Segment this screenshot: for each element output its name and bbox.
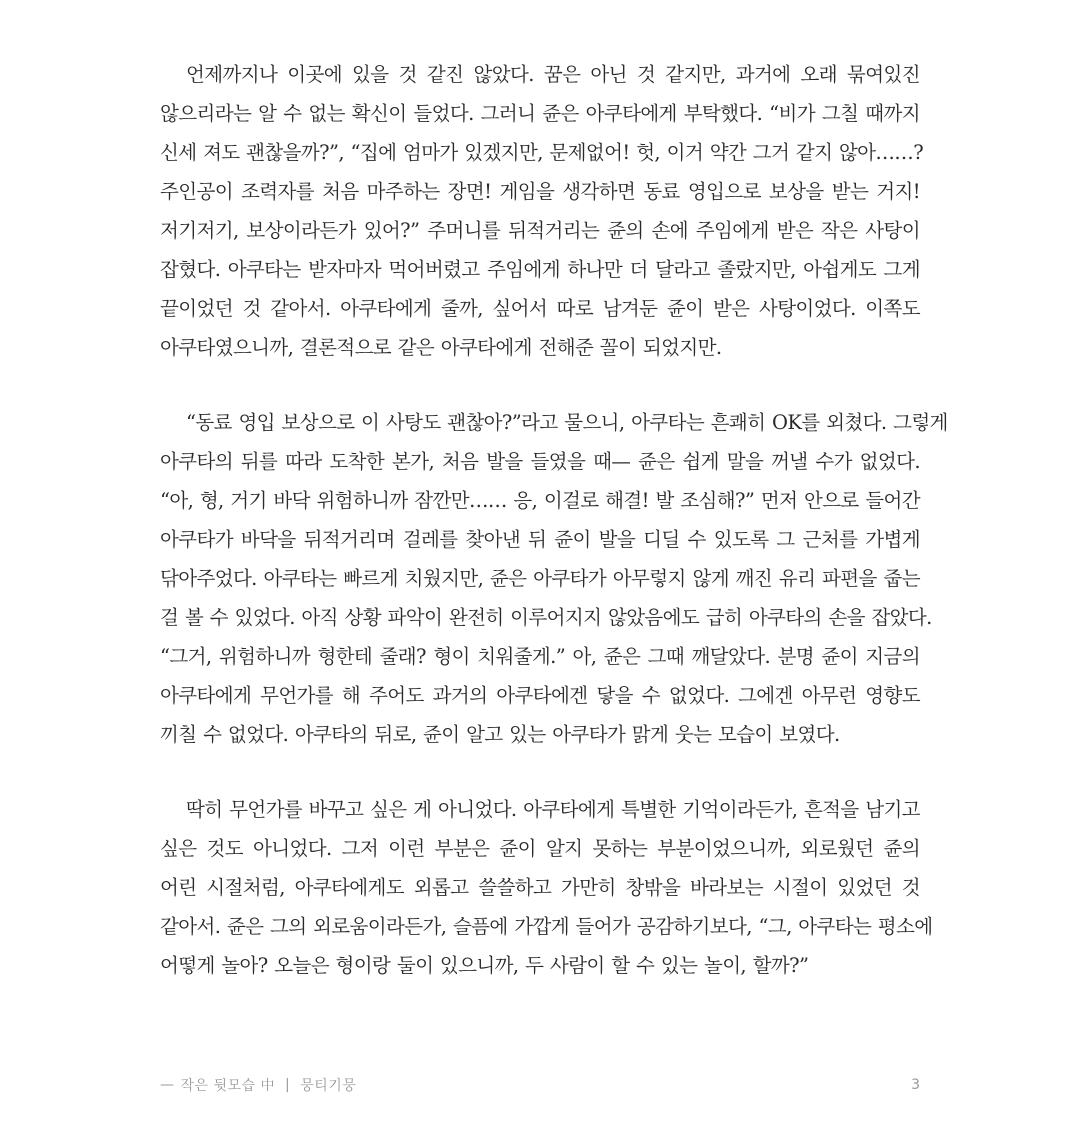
text-line: 신세 져도 괜찮을까?”, “집에 엄마가 있겠지만, 문제없어! 헛, 이거 약간 그거 같지 않아……? <box>160 141 924 164</box>
text-line: 아쿠타의 뒤를 따라 도착한 본가, 처음 발을 들였을 때— 쥰은 쉽게 말을 꺼낼 수가 없었다. <box>160 450 920 473</box>
text-line: 어린 시절처럼, 아쿠타에게도 외롭고 쓸쓸하고 가만히 창밖을 바라보는 시절이 있었던 것 <box>160 876 920 899</box>
footer-separator: | <box>285 1077 291 1093</box>
document-body <box>160 55 948 1021</box>
text-line: 언제까지나 이곳에 있을 것 같진 않았다. 꿈은 아닌 것 같지만, 과거에 오래 묶여있진 <box>186 63 920 86</box>
text-line: 같아서. 쥰은 그의 외로움이라든가, 슬픔에 가깝게 들어가 공감하기보다, “그, 아쿠타는 평소에 <box>160 915 933 938</box>
text-line: “그거, 위험하니까 형한테 줄래? 형이 치워줄게.” 아, 쥰은 그때 깨달았다. 분명 쥰이 지금의 <box>160 645 920 668</box>
text-line: 아쿠타가 바닥을 뒤적거리며 걸레를 찾아낸 뒤 쥰이 발을 디딜 수 있도록 그 근처를 가볍게 <box>160 528 920 551</box>
text-line: 주인공이 조력자를 처음 마주하는 장면! 게임을 생각하면 동료 영입으로 보상을 받는 거지! <box>160 180 920 203</box>
footer-author: 뭉티기뭉 <box>300 1078 357 1094</box>
text-line: 어떻게 놀아? 오늘은 형이랑 둘이 있으니까, 두 사람이 할 수 있는 놀이, 할까?” <box>160 954 809 977</box>
text-line: 잡혔다. 아쿠타는 받자마자 먹어버렸고 주임에게 하나만 더 달라고 졸랐지만, 아쉽게도 그게 <box>160 258 920 281</box>
text-line: 싶은 것도 아니었다. 그저 이런 부분은 쥰이 알지 못하는 부분이었으니까, 외로웠던 쥰의 <box>160 837 920 860</box>
text-line: 저기저기, 보상이라든가 있어?” 주머니를 뒤적거리는 쥰의 손에 주임에게 받은 작은 사탕이 <box>160 219 920 242</box>
text-line: 딱히 무언가를 바꾸고 싶은 게 아니었다. 아쿠타에게 특별한 기억이라든가, 흔적을 남기고 <box>186 798 920 821</box>
text-line: “동료 영입 보상으로 이 사탕도 괜찮아?”라고 물으니, 아쿠타는 흔쾌히 OK를 외쳤다. 그렇게 <box>186 411 948 434</box>
page-footer <box>160 1075 920 1095</box>
paragraph-1 <box>160 55 924 367</box>
text-line: 아쿠타였으니까, 결론적으로 같은 아쿠타에게 전해준 꼴이 되었지만. <box>160 336 722 359</box>
paragraph-2 <box>160 403 948 754</box>
text-line: 닦아주었다. 아쿠타는 빠르게 치웠지만, 쥰은 아쿠타가 아무렇지 않게 깨진 유리 파편을 줍는 <box>160 567 920 590</box>
text-line: 걸 볼 수 있었다. 아직 상황 파악이 완전히 이루어지지 않았음에도 급히 아쿠타의 손을 잡았다. <box>160 606 932 629</box>
text-line: 아쿠타에게 무언가를 해 주어도 과거의 아쿠타에겐 닿을 수 없었다. 그에겐 아무런 영향도 <box>160 684 920 707</box>
text-line: 않으리라는 알 수 없는 확신이 들었다. 그러니 쥰은 아쿠타에게 부탁했다. “비가 그칠 때까지 <box>160 102 920 125</box>
text-line: 끝이었던 것 같아서. 아쿠타에게 줄까, 싶어서 따로 남겨둔 쥰이 받은 사탕이었다. 이쪽도 <box>160 297 920 320</box>
footer-dash: — <box>160 1077 175 1093</box>
footer-credit <box>160 1075 356 1095</box>
footer-title: 작은 뒷모습 中 <box>180 1078 276 1094</box>
paragraph-3 <box>160 790 933 985</box>
text-line: “아, 형, 거기 바닥 위험하니까 잠깐만…… 응, 이걸로 해결! 발 조심해?” 먼저 안으로 들어간 <box>160 489 920 512</box>
page-number: 3 <box>911 1077 920 1093</box>
text-line: 끼칠 수 없었다. 아쿠타의 뒤로, 쥰이 알고 있는 아쿠타가 맑게 웃는 모습이 보였다. <box>160 723 840 746</box>
